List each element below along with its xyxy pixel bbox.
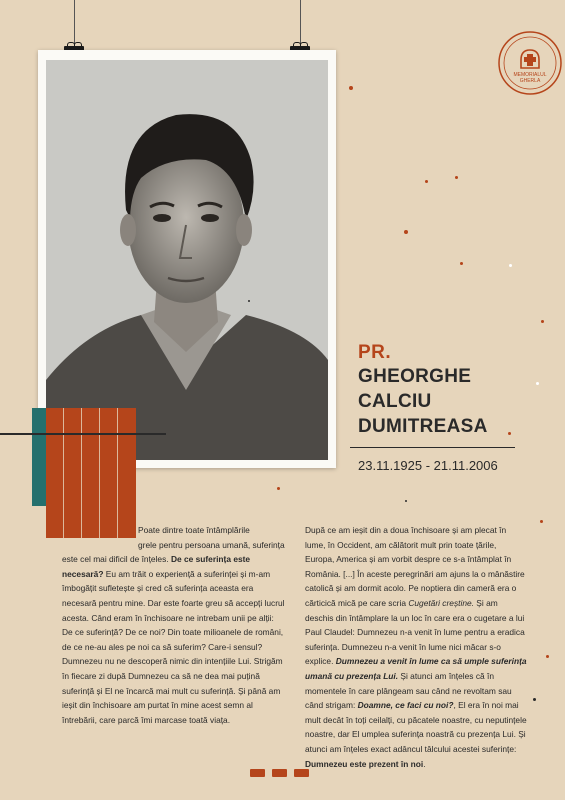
orange-block <box>46 408 136 538</box>
paragraph-body: Eu am trăit o experiență a suferinței și m-am îmbogățit sufletește și cred că suferința aceasta era necesară pentru mine. Dar este foarte greu să accepți lucrul acesta. Când eram în închisoare ne intrebam unii pe alții: De ce suferință? De ce noi? Din toate milioanele de români, de ce ne-au ales pe noi ca să suferim? Care-i sensul? Dumnezeu nu ne descoperă nimic din intențiile Lui. Strigăm în fiecare zi după Dumnezeu ca să ne dea mai puțină suferință și El ne încarcă mai mult cu suferință. Și până am ieșit din închisoare am purtat în mine acest semn al întrebării, care parcă îmi marcase toată viața. <box>62 568 285 725</box>
stripe-divider <box>63 408 64 538</box>
decor-dot <box>533 698 536 701</box>
decor-dot <box>536 382 539 385</box>
paragraph-fragment: suferința este cel mai dificil de înțeles. <box>62 539 285 565</box>
title-divider <box>350 447 515 448</box>
title-line-2: CALCIU <box>358 391 432 412</box>
decor-dot <box>404 230 408 234</box>
bold-quote: Dumnezeu a venit în lume ca să umple suferința umană cu prezența Lui. <box>305 656 527 681</box>
bold-question: este necesară? <box>62 554 251 579</box>
decor-dot <box>546 655 549 658</box>
bold-conclusion: Dumnezeu este prezent în noi <box>305 758 424 769</box>
bold-question: De ce suferința <box>170 554 231 565</box>
title-line-1: GHEORGHE <box>358 366 472 387</box>
horizontal-rule <box>0 433 166 435</box>
decor-dot <box>405 500 407 502</box>
stripe-divider <box>81 408 82 538</box>
decor-dot <box>277 487 280 490</box>
text-column-right <box>305 523 527 771</box>
photo-frame <box>38 50 336 468</box>
decor-dot <box>460 262 463 265</box>
paragraph-body: Și am deschis din întâmplare la un loc în care era o cugetare a lui Paul Claudel: Dumnezeu n-a venit în lume pentru a eradica suferința. Dumnezeu n-a venit în lume nici măcar s-o explice. <box>305 597 525 667</box>
decor-dot <box>425 180 428 183</box>
stripe-divider <box>99 408 100 538</box>
life-dates: 23.11.1925 - 21.11.2006 <box>358 458 498 473</box>
title-line-3: DUMITREASA <box>358 416 488 437</box>
decor-dot <box>540 520 543 523</box>
paragraph-body: , El era în noi mai mult decât în toți ceilalți, cu păcatele noastre, cu neputințele noastre, dar El umplea suferința noastră cu prezența Lui. Și atunci am înțeles exact adâncul tâlcului acestei suferințe: <box>305 700 527 754</box>
book-title: Cugetări creștine. <box>408 597 474 608</box>
decor-dot <box>455 176 458 179</box>
paragraph-fragment: Poate dintre toate întâmplările <box>138 525 250 535</box>
portrait-image <box>46 60 328 460</box>
title-prefix: PR. <box>358 342 392 363</box>
decor-dot <box>349 86 353 90</box>
hanging-string-left <box>74 0 75 46</box>
page-marker <box>250 769 265 777</box>
paragraph-fragment: grele pentru persoana umană, <box>138 539 251 550</box>
teal-block <box>32 408 46 506</box>
stamp-text-line2: GHERLA <box>519 78 541 84</box>
decor-dot <box>248 300 250 302</box>
memorial-stamp-logo <box>497 30 563 96</box>
page-marker <box>294 769 309 777</box>
paragraph-body: Și atunci am înțeles că în momentele în care plângeam sau când ne revoltam sau când strigam: <box>305 670 512 711</box>
text-column-left <box>62 523 285 727</box>
page-marker <box>272 769 287 777</box>
paragraph-body: După ce am ieșit din a doua închisoare și am plecat în lume, în Occident, am călătorit mult prin toate țările, Europa, America și am vorbit despre ce s-a întâmplat în România. [...] În aceste peregrinări am ajuns la o mânăstire catolică și am dormit acolo. Pe noptiera din cameră era o cărticică mică pe care scria <box>305 525 525 608</box>
stripe-divider <box>117 408 118 538</box>
decor-dot <box>508 432 511 435</box>
bold-quote: Doamne, ce faci cu noi? <box>357 700 454 711</box>
decor-dot <box>509 264 512 267</box>
decor-dot <box>541 320 544 323</box>
portrait-photo <box>46 60 328 460</box>
paragraph-end: . <box>423 758 426 769</box>
stamp-text-line1: MEMORIALUL <box>513 72 547 78</box>
hanging-string-right <box>300 0 301 46</box>
